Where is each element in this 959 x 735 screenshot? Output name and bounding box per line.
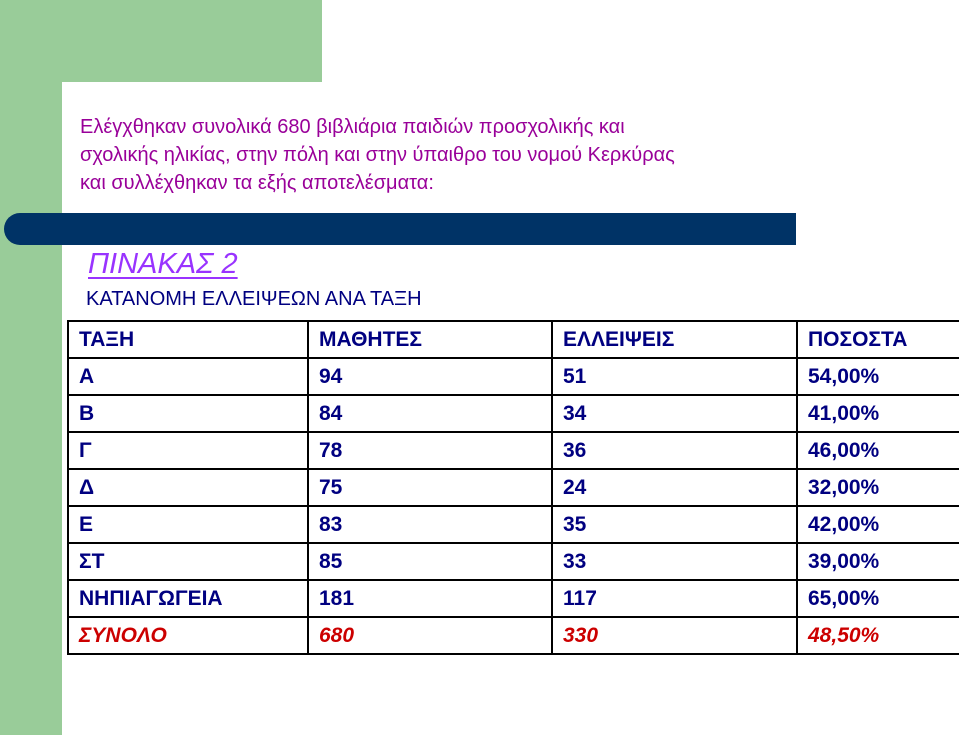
table-cell: 39,00% [797,543,959,580]
table-row [68,395,959,432]
total-cell: 48,50% [797,617,959,654]
decorative-bar [4,213,796,245]
table-subtitle: ΚΑΤΑΝΟΜΗ ΕΛΛΕΙΨΕΩΝ ΑΝΑ ΤΑΞΗ [86,288,422,310]
intro-line: και συλλέχθηκαν τα εξής αποτελέσματα: [80,172,434,194]
table-cell: 24 [552,469,797,506]
table-cell: 36 [552,432,797,469]
header-cell: ΤΑΞΗ [68,321,308,358]
table-cell: 75 [308,469,552,506]
green-border-left [0,0,62,735]
table-cell: 84 [308,395,552,432]
table-header-row [68,321,959,358]
table-cell: Δ [68,469,308,506]
intro-line: Ελέγχθηκαν συνολικά 680 βιβλιάρια παιδιών προσχολικής και [80,116,625,138]
header-cell: ΠΟΣΟΣΤΑ [797,321,959,358]
table-cell: Ε [68,506,308,543]
total-cell: ΣΥΝΟΛΟ [68,617,308,654]
table-cell: 117 [552,580,797,617]
table-row [68,506,959,543]
table-cell: 34 [552,395,797,432]
table-cell: 35 [552,506,797,543]
table-title: ΠΙΝΑΚΑΣ 2 [88,248,238,280]
table-cell: 46,00% [797,432,959,469]
table-row [68,358,959,395]
table-cell: 181 [308,580,552,617]
table-row [68,469,959,506]
header-cell: ΜΑΘΗΤΕΣ [308,321,552,358]
table-cell: ΣΤ [68,543,308,580]
table-total-row [68,617,959,654]
intro-text [80,113,900,197]
table-cell: ΝΗΠΙΑΓΩΓΕΙΑ [68,580,308,617]
green-border-top [0,0,322,82]
table-cell: 54,00% [797,358,959,395]
table-cell: Α [68,358,308,395]
table-cell: 41,00% [797,395,959,432]
table-row [68,580,959,617]
table-cell: 42,00% [797,506,959,543]
table-cell: 65,00% [797,580,959,617]
table-cell: Β [68,395,308,432]
table-cell: 51 [552,358,797,395]
total-cell: 680 [308,617,552,654]
table-cell: 83 [308,506,552,543]
table-cell: 78 [308,432,552,469]
table-cell: 33 [552,543,797,580]
table-cell: Γ [68,432,308,469]
header-cell: ΕΛΛΕΙΨΕΙΣ [552,321,797,358]
table-cell: 32,00% [797,469,959,506]
intro-line: σχολικής ηλικίας, στην πόλη και στην ύπαιθρο του νομού Κερκύρας [80,144,675,166]
table-cell: 85 [308,543,552,580]
table-cell: 94 [308,358,552,395]
total-cell: 330 [552,617,797,654]
data-table [67,320,959,655]
table-row [68,543,959,580]
table-row [68,432,959,469]
